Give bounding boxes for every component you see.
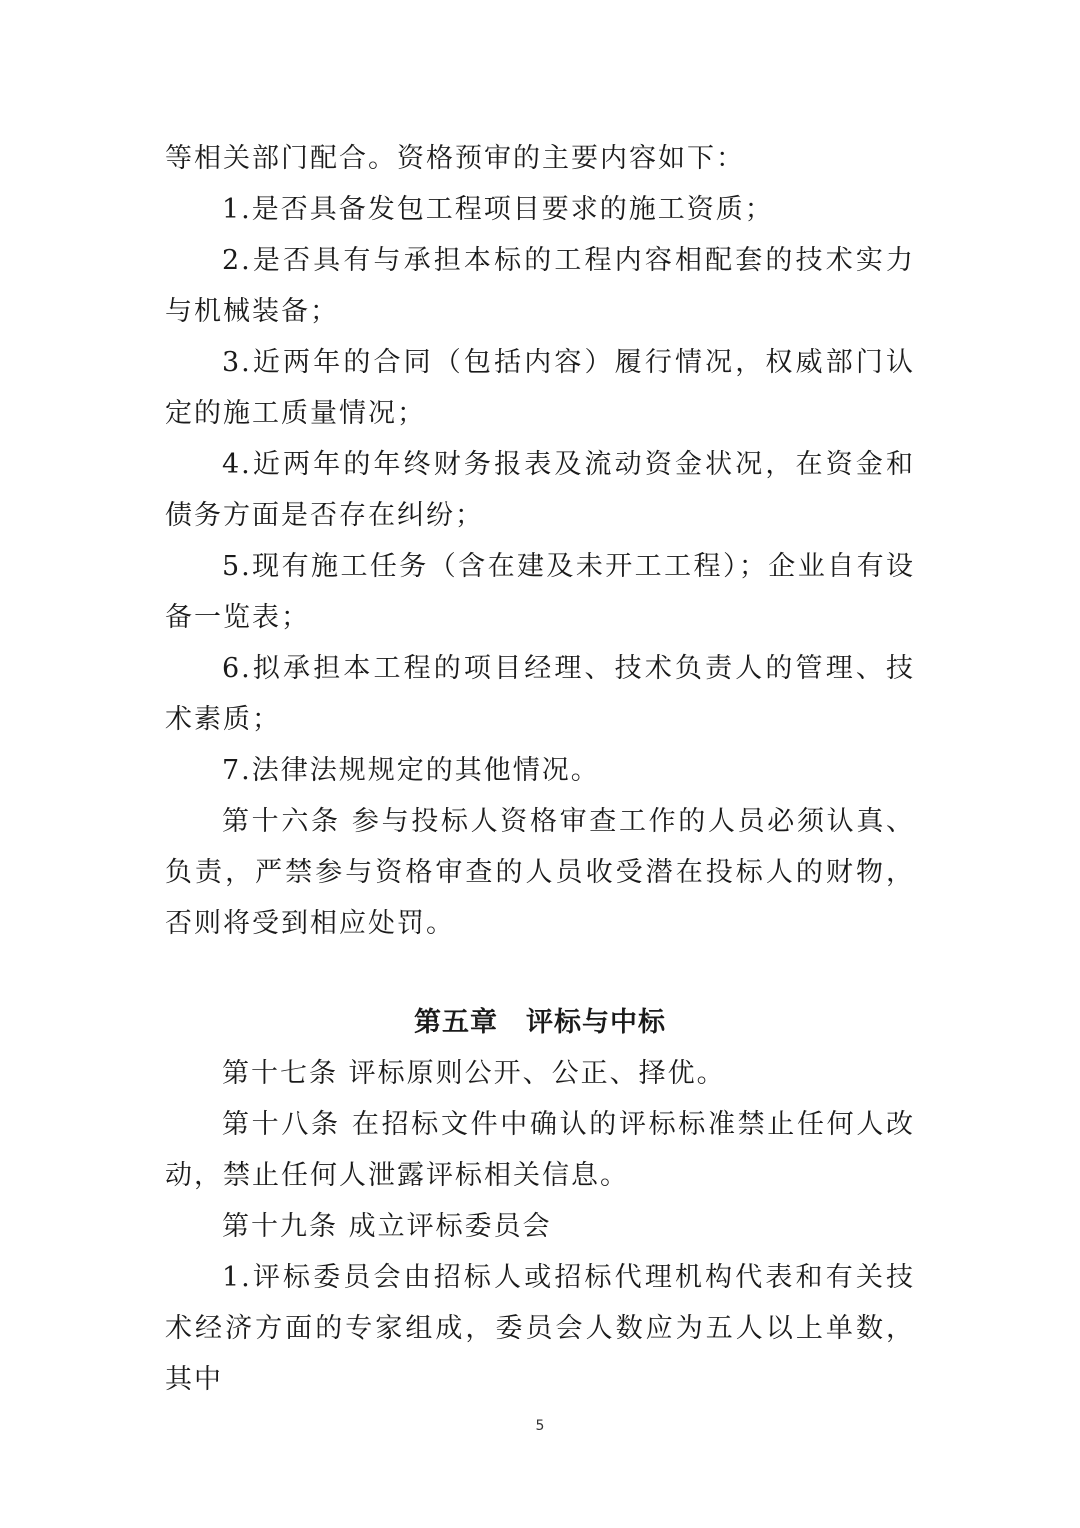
list-item-2: 2.是否具有与承担本标的工程内容相配套的技术实力与机械装备；: [165, 245, 915, 327]
body-text: [165, 133, 915, 1405]
page-number: 5: [535, 1418, 545, 1434]
list-item-4: 4.近两年的年终财务报表及流动资金状况，在资金和债务方面是否存在纠纷；: [165, 449, 915, 531]
list-item-5: 5.现有施工任务（含在建及未开工工程）；企业自有设备一览表；: [165, 551, 915, 633]
article-19-item-1: 1.评标委员会由招标人或招标代理机构代表和有关技术经济方面的专家组成，委员会人数应为五人以上单数，其中: [165, 1262, 915, 1395]
article-19: 第十九条 成立评标委员会: [222, 1211, 552, 1242]
list-item-1: 1.是否具备发包工程项目要求的施工资质；: [222, 194, 774, 225]
list-item-6: 6.拟承担本工程的项目经理、技术负责人的管理、技术素质；: [165, 653, 915, 735]
list-item-7: 7.法律法规规定的其他情况。: [222, 755, 600, 786]
list-item-3: 3.近两年的合同（包括内容）履行情况，权威部门认定的施工质量情况；: [165, 347, 915, 429]
article-18: 第十八条 在招标文件中确认的评标标准禁止任何人改动，禁止任何人泄露评标相关信息。: [165, 1109, 915, 1191]
article-16: 第十六条 参与投标人资格审查工作的人员必须认真、负责，严禁参与资格审查的人员收受潜在投标人的财物，否则将受到相应处罚。: [165, 806, 915, 939]
chapter-title: 第五章 评标与中标: [414, 1007, 666, 1038]
article-17: 第十七条 评标原则公开、公正、择优。: [222, 1058, 726, 1089]
paragraph: 等相关部门配合。资格预审的主要内容如下：: [165, 143, 745, 174]
